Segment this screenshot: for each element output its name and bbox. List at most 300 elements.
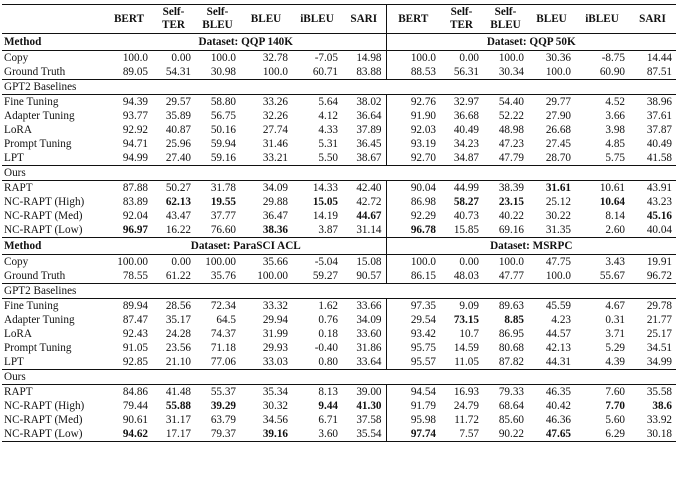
- table-cell: 5.50: [318, 152, 338, 164]
- table-row: [2, 341, 676, 355]
- table-cell: 76.60: [210, 224, 236, 236]
- table-cell: 31.14: [342, 223, 386, 238]
- table-cell: 29.77: [545, 96, 571, 108]
- method-label: Method: [4, 240, 42, 252]
- table-cell: 95.75: [410, 342, 436, 354]
- table-cell: -0.40: [314, 342, 338, 354]
- table-cell: 9.09: [459, 300, 479, 312]
- table-cell: 5.64: [318, 96, 338, 108]
- table-cell: 5.31: [318, 138, 338, 150]
- table-cell: 100.0: [262, 66, 288, 78]
- table-cell: 97.74: [386, 427, 440, 442]
- table-cell: 29.88: [262, 196, 288, 208]
- section-heading: GPT2 Baselines: [2, 80, 676, 95]
- table-cell: 40.87: [165, 124, 191, 136]
- table-cell: 37.89: [342, 123, 386, 137]
- column-header-text: SARI: [639, 12, 666, 25]
- table-row: [2, 195, 676, 209]
- table-cell: 60.71: [312, 66, 338, 78]
- table-cell: -7.05: [314, 52, 338, 64]
- table-cell: 21.77: [646, 314, 672, 326]
- section-heading: GPT2 Baselines: [2, 284, 676, 299]
- table-row: [2, 209, 676, 223]
- table-cell: 87.88: [122, 182, 148, 194]
- table-row: [2, 255, 676, 270]
- table-cell: 44.31: [545, 356, 571, 368]
- table-cell: 11.05: [454, 356, 479, 368]
- table-cell: 90.22: [483, 427, 528, 442]
- table-row: [2, 95, 676, 110]
- table-cell: 48.03: [453, 270, 479, 282]
- table-cell: 29.54: [410, 314, 436, 326]
- table-row: [2, 355, 676, 370]
- table-cell: 28.70: [545, 152, 571, 164]
- table-cell: 77.06: [210, 356, 236, 368]
- table-cell: 6.71: [318, 414, 338, 426]
- column-header: [386, 5, 440, 34]
- table-cell: 92.04: [122, 210, 148, 222]
- column-header-text: BERT: [398, 12, 429, 25]
- table-cell: 86.95: [498, 328, 524, 340]
- table-cell: 48.98: [498, 124, 524, 136]
- table-cell: 3.60: [292, 427, 342, 442]
- table-cell: 38.6: [652, 400, 672, 412]
- table-cell: 95.57: [410, 356, 436, 368]
- table-row: [2, 223, 676, 238]
- row-method-name: NC-RAPT (Med): [4, 210, 83, 222]
- table-cell: 34.99: [646, 356, 672, 368]
- table-cell: 55.67: [599, 270, 625, 282]
- column-header-text: BLEU: [250, 12, 282, 25]
- table-cell: 14.44: [646, 52, 672, 64]
- table-cell: 100.0: [545, 270, 571, 282]
- table-cell: 47.77: [498, 270, 524, 282]
- table-cell: 44.99: [453, 182, 479, 194]
- table-cell: 29.78: [646, 300, 672, 312]
- column-header: [195, 5, 240, 34]
- table-cell: 2.60: [605, 224, 625, 236]
- table-cell: -5.04: [314, 256, 338, 268]
- table-cell: 71.18: [210, 342, 236, 354]
- table-cell: 5.60: [605, 414, 625, 426]
- section-heading-row: [2, 284, 676, 299]
- table-cell: 54.31: [165, 66, 191, 78]
- row-method-name: NC-RAPT (Low): [2, 427, 106, 442]
- table-cell: 47.75: [545, 256, 571, 268]
- table-cell: 34.23: [453, 138, 479, 150]
- table-cell: 58.27: [453, 196, 479, 208]
- table-cell: 43.23: [646, 196, 672, 208]
- method-label: Method: [4, 36, 42, 48]
- table-cell: 86.15: [410, 270, 436, 282]
- table-cell: 93.19: [410, 138, 436, 150]
- table-cell: 39.16: [240, 427, 292, 442]
- table-cell: 64.5: [216, 314, 236, 326]
- table-cell: 35.76: [210, 270, 236, 282]
- table-cell: 44.57: [545, 328, 571, 340]
- table-cell: 40.42: [545, 400, 571, 412]
- table-cell: 92.43: [122, 328, 148, 340]
- column-header-text: iBLEU: [585, 12, 619, 25]
- table-cell: 100.00: [257, 270, 288, 282]
- table-cell: 28.56: [165, 300, 191, 312]
- row-method-name: LoRA: [4, 328, 32, 340]
- table-cell: 7.57: [440, 427, 483, 442]
- table-cell: 100.0: [122, 52, 148, 64]
- table-cell: 73.15: [453, 314, 479, 326]
- table-row: [2, 385, 676, 400]
- table-cell: 30.18: [629, 427, 676, 442]
- table-cell: 25.96: [165, 138, 191, 150]
- table-cell: 10.64: [599, 196, 625, 208]
- column-header: [528, 5, 575, 34]
- table-cell: 33.60: [342, 327, 386, 341]
- table-cell: 63.79: [210, 414, 236, 426]
- table-cell: 27.74: [262, 124, 288, 136]
- table-cell: 0.00: [459, 256, 479, 268]
- table-cell: 94.71: [122, 138, 148, 150]
- table-cell: 41.30: [342, 399, 386, 413]
- table-cell: 92.76: [410, 96, 436, 108]
- dataset-title-left: Dataset: QQP 140K: [106, 34, 386, 51]
- table-row: [2, 427, 676, 442]
- table-cell: 3.98: [605, 124, 625, 136]
- table-cell: 60.90: [599, 66, 625, 78]
- table-cell: 91.05: [122, 342, 148, 354]
- table-cell: 72.34: [210, 300, 236, 312]
- table-cell: 88.53: [410, 66, 436, 78]
- table-cell: 8.85: [504, 314, 524, 326]
- dataset-title-right: Dataset: MSRPC: [490, 240, 573, 252]
- table-cell: 29.57: [165, 96, 191, 108]
- table-cell: 4.85: [605, 138, 625, 150]
- table-cell: 100.0: [545, 66, 571, 78]
- table-cell: 34.51: [646, 342, 672, 354]
- column-header-text: BLEU: [202, 19, 233, 31]
- table-cell: 40.22: [498, 210, 524, 222]
- row-method-name: NC-RAPT (High): [4, 400, 85, 412]
- table-cell: 37.61: [646, 110, 672, 122]
- table-cell: 3.71: [605, 328, 625, 340]
- column-header: [483, 5, 528, 34]
- table-cell: 31.17: [165, 414, 191, 426]
- table-cell: 5.75: [605, 152, 625, 164]
- row-method-name: LPT: [4, 152, 24, 164]
- header-row: [2, 5, 676, 34]
- table-row: [2, 269, 676, 284]
- row-method-name: LPT: [4, 356, 24, 368]
- table-row: [2, 51, 676, 66]
- dataset-title-left: Dataset: ParaSCI ACL: [106, 238, 386, 255]
- row-method-name: NC-RAPT (Med): [4, 414, 83, 426]
- column-header: [292, 5, 342, 34]
- table-cell: 14.19: [312, 210, 338, 222]
- column-header-text: iBLEU: [300, 12, 334, 25]
- table-cell: 55.37: [210, 386, 236, 398]
- table-cell: 3.43: [605, 256, 625, 268]
- table-cell: 100.0: [498, 256, 524, 268]
- table-cell: 95.98: [410, 414, 436, 426]
- table-cell: 90.57: [342, 269, 386, 284]
- table-cell: 93.77: [122, 110, 148, 122]
- table-cell: 40.04: [646, 224, 672, 236]
- table-cell: 43.91: [646, 182, 672, 194]
- column-header-text: SARI: [350, 12, 378, 25]
- table-cell: 33.21: [262, 152, 288, 164]
- table-cell: 42.40: [342, 181, 386, 196]
- table-cell: 78.55: [122, 270, 148, 282]
- row-method-name: Prompt Tuning: [4, 138, 72, 150]
- table-cell: 15.08: [342, 255, 386, 270]
- table-cell: 25.12: [545, 196, 571, 208]
- column-header-text: Self-: [450, 6, 473, 18]
- table-cell: 92.92: [122, 124, 148, 136]
- table-cell: 93.42: [410, 328, 436, 340]
- table-cell: 42.72: [342, 195, 386, 209]
- table-cell: 38.39: [498, 182, 524, 194]
- table-cell: 42.13: [545, 342, 571, 354]
- table-row: [2, 399, 676, 413]
- table-cell: 85.60: [498, 414, 524, 426]
- table-cell: 37.77: [210, 210, 236, 222]
- table-cell: 15.85: [453, 224, 479, 236]
- table-cell: 36.47: [262, 210, 288, 222]
- table-cell: 14.33: [312, 182, 338, 194]
- table-cell: 17.17: [152, 427, 195, 442]
- table-cell: 90.04: [410, 182, 436, 194]
- table-cell: 100.00: [117, 256, 148, 268]
- table-cell: 21.10: [165, 356, 191, 368]
- table-cell: 39.00: [342, 385, 386, 400]
- column-header: [152, 5, 195, 34]
- row-method-name: RAPT: [4, 182, 33, 194]
- table-cell: 33.66: [342, 299, 386, 314]
- table-cell: 35.54: [342, 427, 386, 442]
- table-cell: -8.75: [601, 52, 625, 64]
- table-cell: 54.40: [498, 96, 524, 108]
- table-row: [2, 299, 676, 314]
- table-cell: 94.39: [122, 96, 148, 108]
- table-cell: 4.33: [318, 124, 338, 136]
- table-cell: 92.85: [122, 356, 148, 368]
- table-cell: 87.82: [498, 356, 524, 368]
- table-cell: 31.35: [545, 224, 571, 236]
- table-cell: 35.17: [165, 314, 191, 326]
- table-cell: 37.58: [342, 413, 386, 427]
- table-cell: 44.67: [342, 209, 386, 223]
- table-cell: 83.89: [122, 196, 148, 208]
- column-header-text: Self-: [206, 6, 229, 18]
- table-cell: 19.91: [646, 256, 672, 268]
- table-cell: 96.78: [410, 224, 436, 236]
- table-cell: 24.79: [453, 400, 479, 412]
- table-cell: 15.05: [312, 196, 338, 208]
- table-cell: 94.62: [106, 427, 152, 442]
- table-cell: 47.79: [498, 152, 524, 164]
- table-cell: 0.80: [318, 356, 338, 368]
- table-cell: 33.92: [646, 414, 672, 426]
- table-cell: 94.54: [410, 386, 436, 398]
- table-cell: 46.35: [545, 386, 571, 398]
- table-cell: 16.22: [165, 224, 191, 236]
- table-cell: 26.68: [545, 124, 571, 136]
- table-cell: 29.93: [262, 342, 288, 354]
- table-cell: 4.23: [551, 314, 571, 326]
- table-cell: 89.94: [122, 300, 148, 312]
- row-method-name: Copy: [4, 256, 29, 268]
- table-cell: 33.32: [262, 300, 288, 312]
- table-cell: 87.47: [122, 314, 148, 326]
- table-cell: 27.90: [545, 110, 571, 122]
- table-cell: 50.16: [210, 124, 236, 136]
- table-cell: 40.49: [453, 124, 479, 136]
- table-cell: 19.55: [210, 196, 236, 208]
- table-cell: 38.36: [262, 224, 288, 236]
- dataset-title-right: Dataset: QQP 50K: [486, 36, 576, 48]
- row-method-name: Ground Truth: [4, 66, 66, 78]
- table-cell: 25.17: [646, 328, 672, 340]
- table-cell: 8.14: [605, 210, 625, 222]
- table-cell: 43.47: [165, 210, 191, 222]
- table-cell: 89.05: [122, 66, 148, 78]
- table-cell: 34.87: [453, 152, 479, 164]
- table-cell: 46.36: [545, 414, 571, 426]
- table-cell: 56.31: [453, 66, 479, 78]
- table-cell: 47.23: [498, 138, 524, 150]
- table-cell: 6.29: [575, 427, 629, 442]
- column-header-text: TER: [449, 19, 473, 31]
- column-header-text: Self-: [494, 6, 517, 18]
- column-header-text: BLEU: [490, 19, 521, 31]
- table-cell: 27.40: [165, 152, 191, 164]
- table-cell: 4.39: [605, 356, 625, 368]
- column-header: [106, 5, 152, 34]
- column-header-text: Self-: [162, 6, 185, 18]
- table-cell: 38.67: [342, 151, 386, 166]
- table-cell: 5.29: [605, 342, 625, 354]
- table-cell: 50.27: [165, 182, 191, 194]
- table-cell: 30.34: [498, 66, 524, 78]
- table-cell: 45.16: [646, 210, 672, 222]
- table-cell: 80.68: [498, 342, 524, 354]
- table-cell: 4.52: [605, 96, 625, 108]
- section-heading-row: [2, 166, 676, 181]
- table-cell: 32.97: [453, 96, 479, 108]
- table-cell: 9.44: [318, 400, 338, 412]
- table-cell: 58.80: [210, 96, 236, 108]
- row-method-name: Copy: [4, 52, 29, 64]
- table-cell: 11.72: [454, 414, 479, 426]
- table-cell: 30.32: [262, 400, 288, 412]
- table-cell: 33.64: [342, 355, 386, 370]
- table-cell: 4.67: [605, 300, 625, 312]
- table-cell: 79.37: [195, 427, 240, 442]
- table-cell: 39.29: [210, 400, 236, 412]
- table-cell: 83.88: [342, 65, 386, 80]
- table-cell: 87.51: [646, 66, 672, 78]
- section-heading: Ours: [2, 370, 676, 385]
- table-cell: 10.61: [599, 182, 625, 194]
- table-cell: 23.56: [165, 342, 191, 354]
- section-heading-row: [2, 80, 676, 95]
- section-heading: Ours: [2, 166, 676, 181]
- table-cell: 29.94: [262, 314, 288, 326]
- row-method-name: Adapter Tuning: [4, 314, 75, 326]
- column-header-text: BLEU: [536, 12, 567, 25]
- table-cell: 94.99: [122, 152, 148, 164]
- table-cell: 30.98: [210, 66, 236, 78]
- table-cell: 32.78: [262, 52, 288, 64]
- table-cell: 100.0: [410, 52, 436, 64]
- table-cell: 91.90: [410, 110, 436, 122]
- table-cell: 35.89: [165, 110, 191, 122]
- table-cell: 16.93: [453, 386, 479, 398]
- table-cell: 30.36: [545, 52, 571, 64]
- row-method-name: LoRA: [4, 124, 32, 136]
- table-cell: 31.78: [210, 182, 236, 194]
- table-row: [2, 413, 676, 427]
- table-row: [2, 137, 676, 151]
- table-cell: 100.0: [498, 52, 524, 64]
- table-cell: 89.63: [498, 300, 524, 312]
- table-cell: 79.33: [498, 386, 524, 398]
- table-cell: 34.56: [262, 414, 288, 426]
- table-cell: 32.26: [262, 110, 288, 122]
- table-cell: 96.72: [646, 270, 672, 282]
- table-cell: 62.13: [165, 196, 191, 208]
- table-row: [2, 313, 676, 327]
- table-cell: 34.09: [262, 182, 288, 194]
- table-cell: 24.28: [165, 328, 191, 340]
- table-cell: 3.87: [318, 224, 338, 236]
- table-cell: 56.75: [210, 110, 236, 122]
- table-cell: 31.86: [342, 341, 386, 355]
- table-cell: 38.02: [342, 95, 386, 110]
- table-cell: 35.34: [262, 386, 288, 398]
- table-cell: 84.86: [122, 386, 148, 398]
- table-cell: 59.94: [210, 138, 236, 150]
- table-cell: 96.97: [122, 224, 148, 236]
- table-cell: 55.88: [165, 400, 191, 412]
- table-cell: 41.58: [646, 152, 672, 164]
- table-cell: 3.66: [605, 110, 625, 122]
- column-header-text: TER: [161, 19, 185, 31]
- column-header: [629, 5, 676, 34]
- table-cell: 0.18: [318, 328, 338, 340]
- table-row: [2, 109, 676, 123]
- table-cell: 27.45: [545, 138, 571, 150]
- table-cell: 92.29: [410, 210, 436, 222]
- table-cell: 92.03: [410, 124, 436, 136]
- table-cell: 37.87: [646, 124, 672, 136]
- table-row: [2, 151, 676, 166]
- column-header: [575, 5, 629, 34]
- results-table: [2, 4, 676, 442]
- column-header-text: BERT: [113, 12, 145, 25]
- table-cell: 100.00: [205, 256, 236, 268]
- table-cell: 35.66: [262, 256, 288, 268]
- table-cell: 79.44: [122, 400, 148, 412]
- table-cell: 36.68: [453, 110, 479, 122]
- table-cell: 8.13: [318, 386, 338, 398]
- row-method-name: Fine Tuning: [4, 96, 59, 108]
- row-method-name: NC-RAPT (Low): [4, 224, 83, 236]
- table-cell: 10.7: [459, 328, 479, 340]
- table-cell: 14.98: [342, 51, 386, 66]
- column-header: [342, 5, 386, 34]
- row-method-name: Prompt Tuning: [4, 342, 72, 354]
- table-cell: 52.22: [498, 110, 524, 122]
